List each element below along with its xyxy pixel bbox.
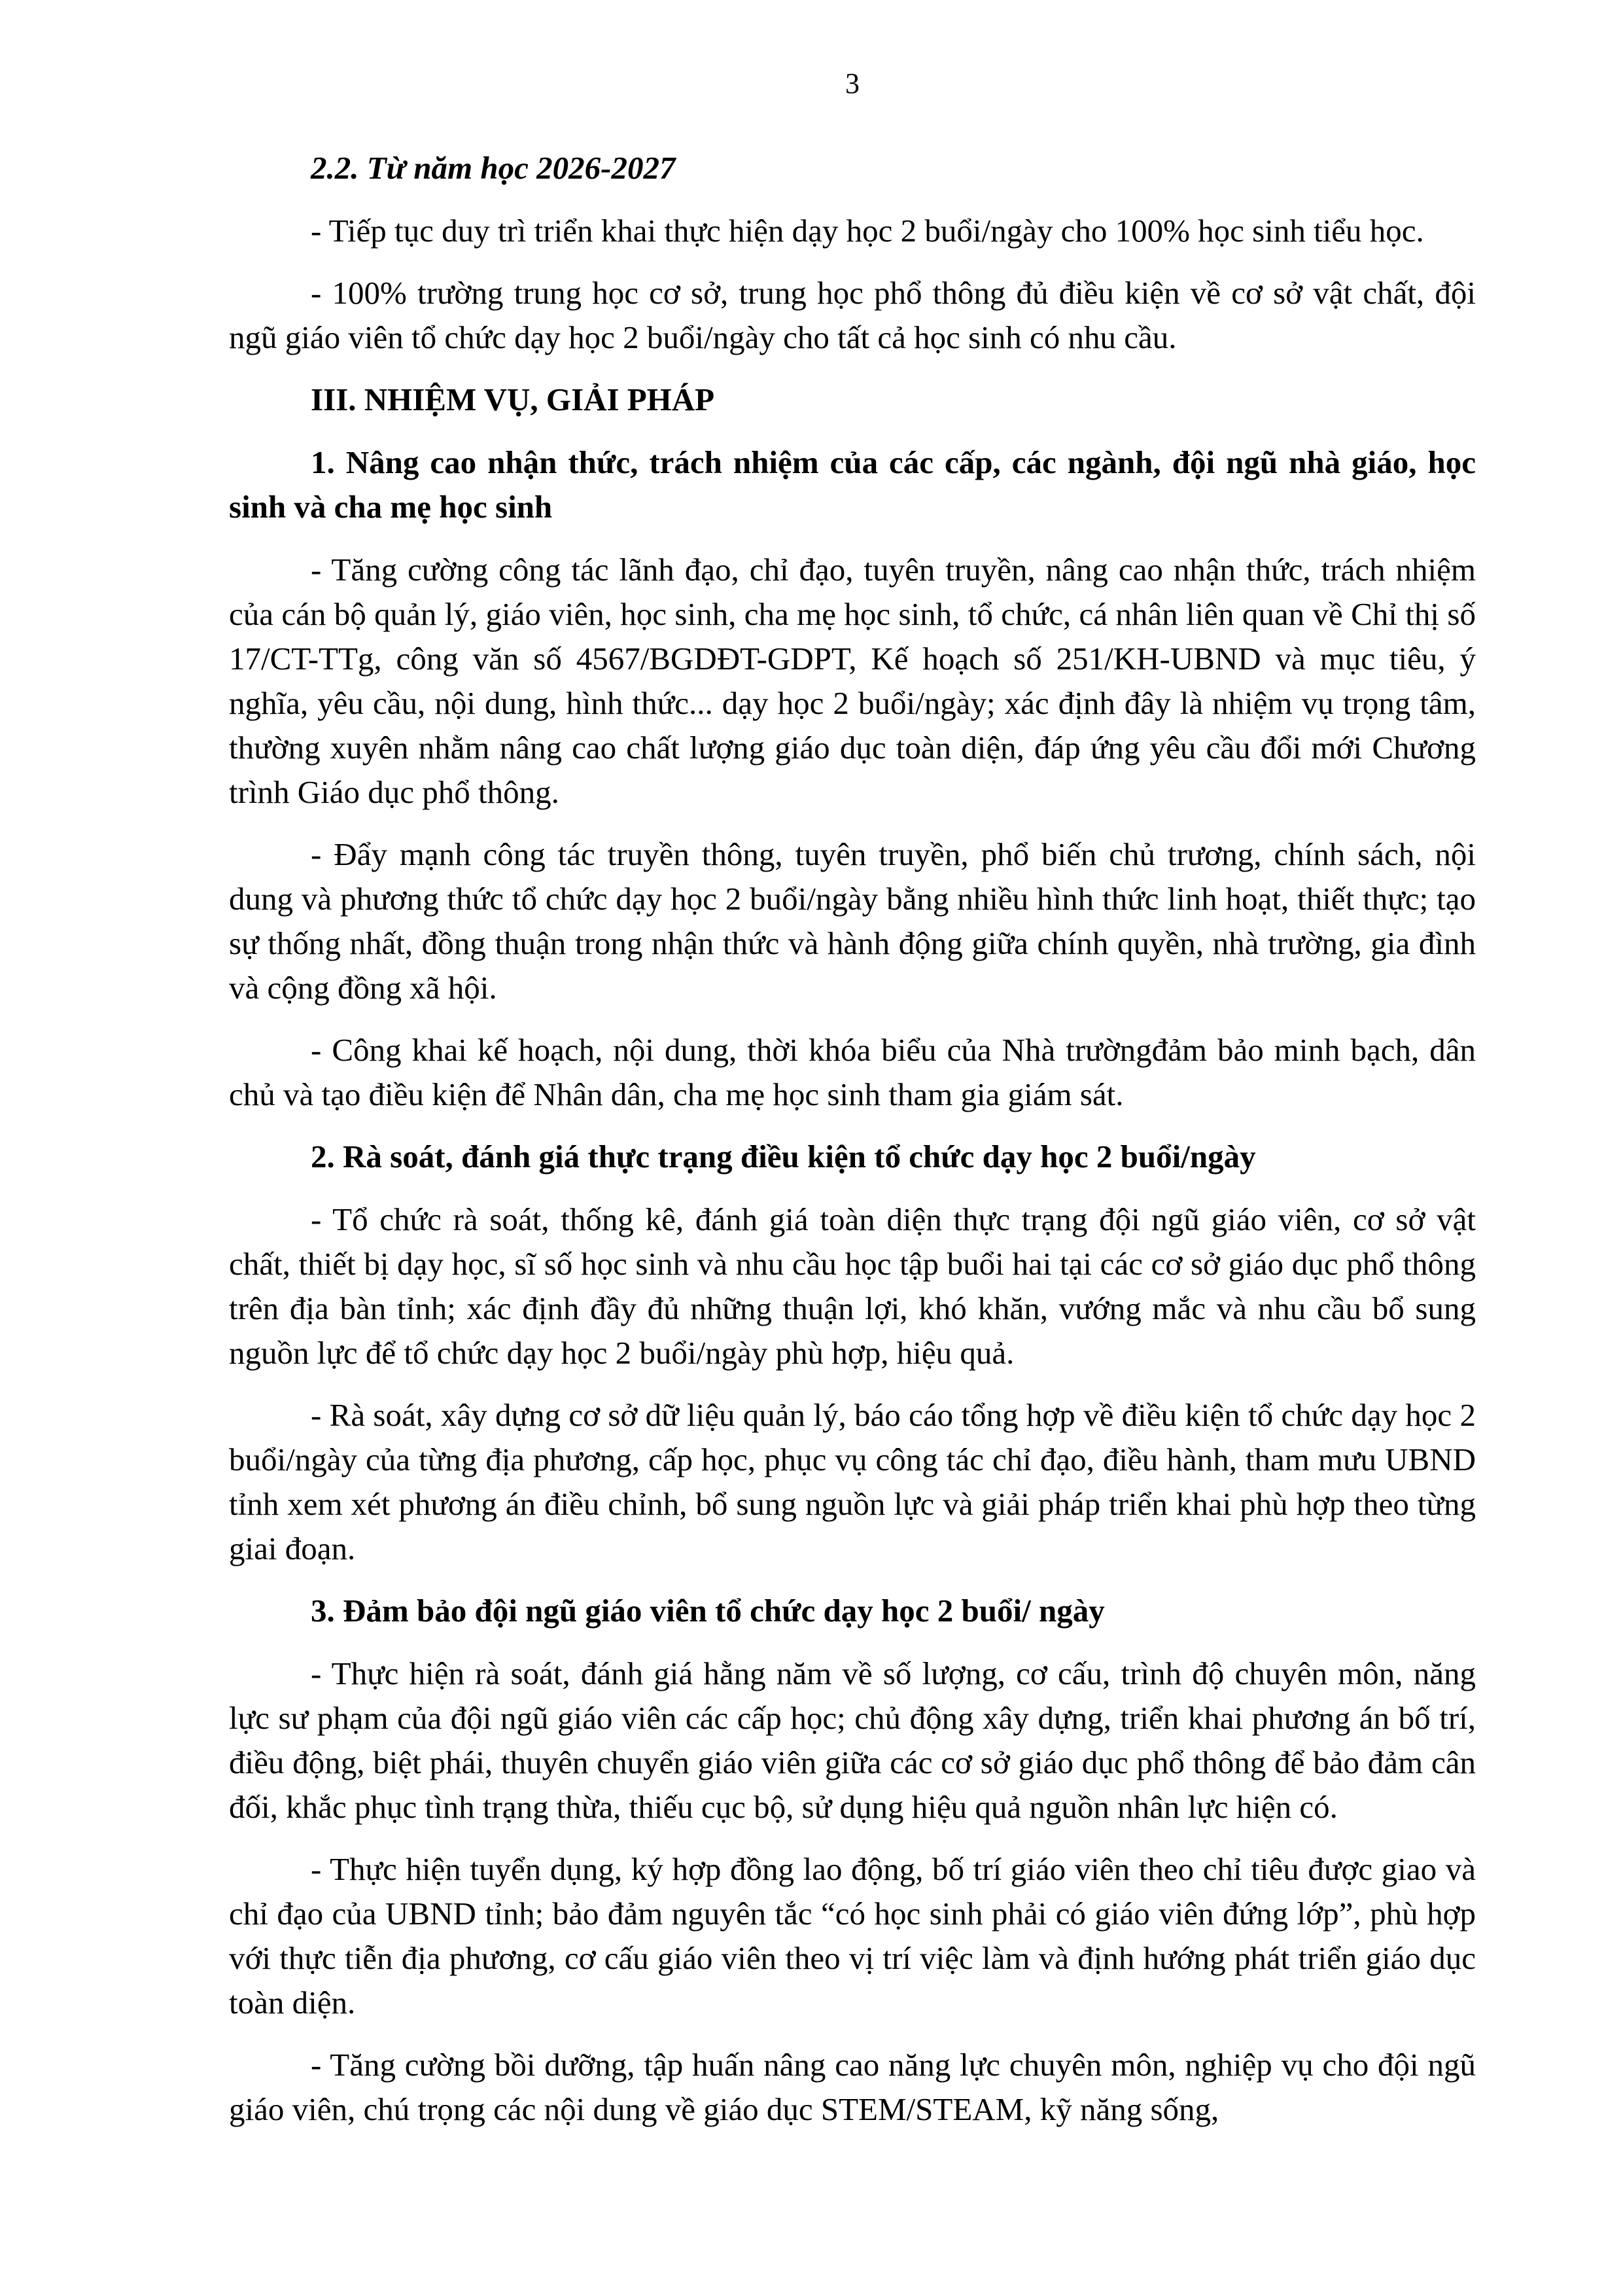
paragraph: - Rà soát, xây dựng cơ sở dữ liệu quản lý, báo cáo tổng hợp về điều kiện tổ chức dạy học 2 buổi/ngày của từng địa phương, cấp học, phục vụ công tác chỉ đạo, điều hành, tham mưu UBND tỉnh xem xét phương án điều chỉnh, bổ sung nguồn lực và giải pháp triển khai phù hợp theo từng giai đoạn. <box>229 1397 1476 1566</box>
section-iii-heading: III. NHIỆM VỤ, GIẢI PHÁP <box>311 381 715 417</box>
paragraph: - Thực hiện tuyển dụng, ký hợp đồng lao động, bố trí giáo viên theo chỉ tiêu được giao và chỉ đạo của UBND tỉnh; bảo đảm nguyên tắc “có học sinh phải có giáo viên đứng lớp”, phù hợp với thực tiễn địa phương, cơ cấu giáo viên theo vị trí việc làm và định hướng phát triển giáo dục toàn diện. <box>229 1851 1476 2021</box>
item-3-heading: 3. Đảm bảo đội ngũ giáo viên tổ chức dạy học 2 buổi/ ngày <box>311 1593 1105 1629</box>
section-2-2-heading: 2.2. Từ năm học 2026-2027 <box>311 150 676 186</box>
item-1-heading: 1. Nâng cao nhận thức, trách nhiệm của các cấp, các ngành, đội ngũ nhà giáo, học sinh và cha mẹ học sinh <box>229 444 1476 525</box>
paragraph: - Công khai kế hoạch, nội dung, thời khóa biểu của Nhà trườngđảm bảo minh bạch, dân chủ và tạo điều kiện để Nhân dân, cha mẹ học sinh tham gia giám sát. <box>229 1032 1476 1112</box>
paragraph: - Đẩy mạnh công tác truyền thông, tuyên truyền, phổ biến chủ trương, chính sách, nội dung và phương thức tổ chức dạy học 2 buổi/ngày bằng nhiều hình thức linh hoạt, thiết thực; tạo sự thống nhất, đồng thuận trong nhận thức và hành động giữa chính quyền, nhà trường, gia đình và cộng đồng xã hội. <box>229 836 1476 1006</box>
paragraph: - Tăng cường bồi dưỡng, tập huấn nâng cao năng lực chuyên môn, nghiệp vụ cho đội ngũ giáo viên, chú trọng các nội dung về giáo dục STEM/STEAM, kỹ năng sống, <box>229 2047 1476 2127</box>
page-number: 3 <box>845 67 860 99</box>
paragraph: - Tiếp tục duy trì triển khai thực hiện dạy học 2 buổi/ngày cho 100% học sinh tiểu học. <box>311 213 1424 249</box>
paragraph: - Tăng cường công tác lãnh đạo, chỉ đạo, tuyên truyền, nâng cao nhận thức, trách nhiệm của cán bộ quản lý, giáo viên, học sinh, cha mẹ học sinh, tổ chức, cá nhân liên quan về Chỉ thị số 17/CT-TTg, công văn số 4567/BGDĐT-GDPT, Kế hoạch số 251/KH-UBND và mục tiêu, ý nghĩa, yêu cầu, nội dung, hình thức... dạy học 2 buổi/ngày; xác định đây là nhiệm vụ trọng tâm, thường xuyên nhằm nâng cao chất lượng giáo dục toàn diện, đáp ứng yêu cầu đổi mới Chương trình Giáo dục phổ thông. <box>229 552 1476 810</box>
paragraph: - Tổ chức rà soát, thống kê, đánh giá toàn diện thực trạng đội ngũ giáo viên, cơ sở vật chất, thiết bị dạy học, sĩ số học sinh và nhu cầu học tập buổi hai tại các cơ sở giáo dục phổ thông trên địa bàn tỉnh; xác định đầy đủ những thuận lợi, khó khăn, vướng mắc và nhu cầu bổ sung nguồn lực để tổ chức dạy học 2 buổi/ngày phù hợp, hiệu quả. <box>229 1201 1476 1371</box>
item-2-heading: 2. Rà soát, đánh giá thực trạng điều kiện tổ chức dạy học 2 buổi/ngày <box>311 1139 1256 1174</box>
paragraph: - 100% trường trung học cơ sở, trung học phổ thông đủ điều kiện về cơ sở vật chất, đội ngũ giáo viên tổ chức dạy học 2 buổi/ngày cho tất cả học sinh có nhu cầu. <box>229 275 1476 355</box>
paragraph: - Thực hiện rà soát, đánh giá hằng năm về số lượng, cơ cấu, trình độ chuyên môn, năng lực sư phạm của đội ngũ giáo viên các cấp học; chủ động xây dựng, triển khai phương án bố trí, điều động, biệt phái, thuyên chuyển giáo viên giữa các cơ sở giáo dục phổ thông để bảo đảm cân đối, khắc phục tình trạng thừa, thiếu cục bộ, sử dụng hiệu quả nguồn nhân lực hiện có. <box>229 1655 1476 1825</box>
